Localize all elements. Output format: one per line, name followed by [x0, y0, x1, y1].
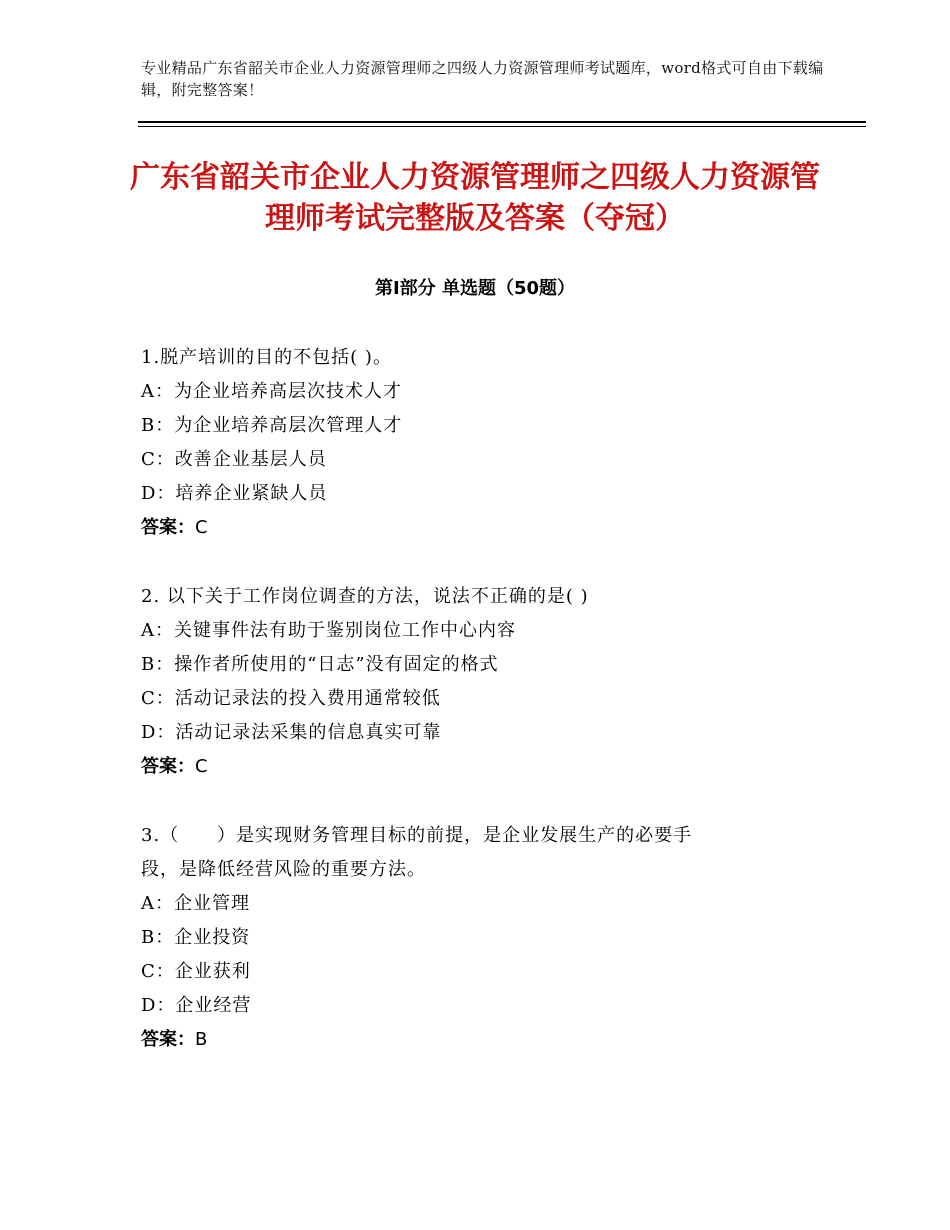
option-d: D：活动记录法采集的信息真实可靠 [141, 722, 442, 743]
option-a: A：企业管理 [141, 893, 250, 914]
option-d: D：培养企业紧缺人员 [141, 483, 328, 504]
answer-line [141, 750, 801, 784]
question-stem: 1.脱产培训的目的不包括( )。 [141, 347, 392, 368]
option-d: D：企业经营 [141, 995, 252, 1016]
question-stem: 2. 以下关于工作岗位调查的方法，说法不正确的是( ) [141, 586, 589, 607]
header-rule-thin [138, 126, 866, 127]
question-1 [141, 341, 801, 545]
answer-line [141, 511, 801, 545]
question-2 [141, 580, 801, 784]
answer-value: B [195, 1029, 208, 1050]
question-3 [141, 819, 801, 1057]
section-heading: 第Ⅰ部分 单选题（50题） [374, 278, 575, 299]
option-b: B：为企业培养高层次管理人才 [141, 415, 403, 436]
option-c: C：活动记录法的投入费用通常较低 [141, 688, 441, 709]
option-c: C：改善企业基层人员 [141, 449, 327, 470]
answer-value: C [195, 517, 208, 538]
option-c: C：企业获利 [141, 961, 251, 982]
option-a: A：为企业培养高层次技术人才 [141, 381, 402, 402]
header-rule-thick [138, 121, 866, 123]
question-stem-line-2: 段，是降低经营风险的重要方法。 [141, 859, 426, 880]
option-b: B：操作者所使用的“日志”没有固定的格式 [141, 654, 499, 675]
question-stem-line-1: 3.（ ）是实现财务管理目标的前提，是企业发展生产的必要手 [141, 825, 693, 846]
answer-line [141, 1023, 801, 1057]
answer-label: 答案： [141, 756, 195, 777]
document-title: 广东省韶关市企业人力资源管理师之四级人力资源管理师考试完整版及答案（夺冠） [130, 160, 820, 236]
answer-value: C [195, 756, 208, 777]
option-a: A：关键事件法有助于鉴别岗位工作中心内容 [141, 620, 516, 641]
answer-label: 答案： [141, 517, 195, 538]
header-note: 专业精品广东省韶关市企业人力资源管理师之四级人力资源管理师考试题库，word格式可自由下载编辑，附完整答案！ [141, 59, 824, 99]
answer-label: 答案： [141, 1029, 195, 1050]
option-b: B：企业投资 [141, 927, 251, 948]
